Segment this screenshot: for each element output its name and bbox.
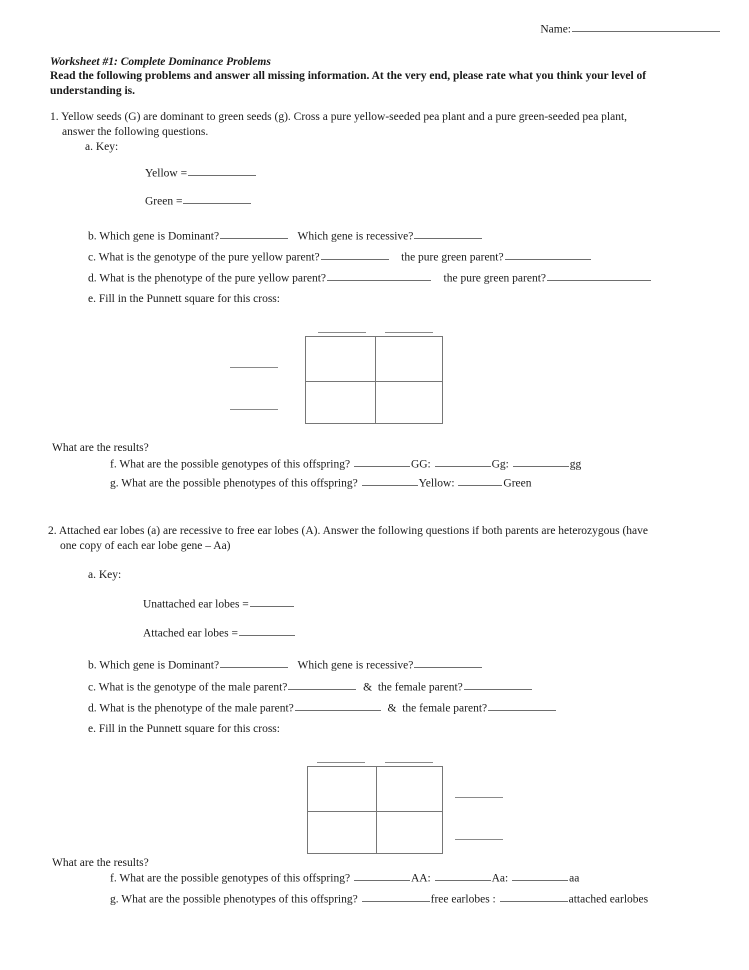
problem-1-result-g-label: g. What are the possible phenotypes of this offspring?	[110, 477, 358, 490]
problem-2-result-g-label: g. What are the possible phenotypes of this offspring?	[110, 893, 358, 906]
problem-1-question-d-part2: the pure green parent?	[443, 272, 547, 285]
problem-1-question-c-part1: c. What is the genotype of the pure yellow parent?	[88, 251, 320, 264]
problem-2-question-c	[88, 680, 533, 696]
name-field-row	[540, 22, 721, 38]
problem-2-question-d-amp: &	[387, 702, 397, 715]
problem-1-key-heading: a. Key:	[85, 141, 119, 153]
problem-2-question-c-part2: the female parent?	[377, 681, 463, 694]
problem-2-blank-g-free[interactable]	[362, 892, 430, 902]
problem-2-question-c-part1: c. What is the genotype of the male parent?	[88, 681, 288, 694]
problem-1-stem	[50, 110, 718, 141]
problem-2-result-f-item-2: Aa:	[491, 872, 509, 885]
problem-1-results-heading: What are the results?	[52, 442, 149, 454]
problem-2-question-d-part1: d. What is the phenotype of the male parent?	[88, 702, 294, 715]
problem-1-punnett-side-label-1[interactable]	[230, 367, 278, 368]
problem-2-punnett-side-label-1[interactable]	[455, 797, 503, 798]
problem-2-key-blank-attached[interactable]	[239, 626, 295, 636]
problem-1-question-c-part2: the pure green parent?	[401, 251, 504, 264]
problem-1-stem-line2: answer the following questions.	[62, 126, 209, 139]
problem-2-blank-d-female[interactable]	[488, 701, 556, 711]
problem-2-result-g	[110, 892, 648, 908]
problem-2-blank-b-dominant[interactable]	[220, 658, 288, 668]
problem-2-key-item-attached	[143, 626, 296, 642]
problem-1-result-f-item-2: Gg:	[491, 458, 509, 471]
problem-1-blank-d-yellow[interactable]	[327, 271, 431, 281]
problem-1-key-label-green: Green =	[145, 195, 183, 208]
problem-2-question-d	[88, 701, 557, 717]
problem-2-blank-b-recessive[interactable]	[414, 658, 482, 668]
worksheet-instructions: Read the following problems and answer all missing information. At the very end, please rate what you think your level of understanding is.	[50, 70, 647, 98]
problem-1-punnett-grid[interactable]	[305, 336, 443, 424]
problem-2-results-heading: What are the results?	[52, 857, 149, 869]
problem-2-key-blank-unattached[interactable]	[250, 597, 294, 607]
problem-2-question-d-part2: the female parent?	[402, 702, 488, 715]
problem-2-punnett-grid[interactable]	[307, 766, 443, 854]
problem-1-blank-f-GG[interactable]	[354, 457, 410, 467]
problem-1-stem-line1: Yellow seeds (G) are dominant to green seeds (g). Cross a pure yellow-seeded pea plant and a pure green-seeded pea plant,	[61, 111, 628, 123]
problem-2-question-c-amp: &	[363, 681, 373, 694]
problem-1-key-blank-yellow[interactable]	[188, 166, 256, 176]
problem-1-question-e: e. Fill in the Punnett square for this cross:	[88, 293, 280, 305]
problem-2-punnett-top-label-1[interactable]	[317, 762, 365, 763]
problem-2-result-f-label: f. What are the possible genotypes of this offspring?	[110, 872, 351, 885]
punnett-divider-vertical	[375, 337, 376, 423]
problem-2-question-b-part2: Which gene is recessive?	[297, 659, 414, 672]
problem-1-blank-f-gg[interactable]	[513, 457, 569, 467]
problem-2-key-label-unattached: Unattached ear lobes =	[143, 598, 249, 611]
punnett-divider-vertical	[376, 767, 377, 853]
problem-2-result-f	[110, 871, 579, 887]
problem-1-key-item-yellow	[145, 166, 257, 182]
punnett-divider-horizontal	[308, 811, 442, 812]
problem-2-question-b-part1: b. Which gene is Dominant?	[88, 659, 220, 672]
problem-2-number: 2.	[48, 525, 57, 537]
problem-2-blank-c-male[interactable]	[288, 680, 356, 690]
problem-1-question-b-part1: b. Which gene is Dominant?	[88, 230, 220, 243]
problem-2-stem-line1: Attached ear lobes (a) are recessive to free ear lobes (A). Answer the following questions if both parents are heterozygous (have	[58, 525, 649, 537]
problem-2-key-heading: a. Key:	[88, 569, 122, 581]
problem-2-key-item-unattached	[143, 597, 295, 613]
problem-2-stem	[48, 524, 716, 555]
problem-1-result-g-item-1: Yellow:	[418, 477, 455, 490]
problem-1-question-c	[88, 250, 592, 266]
problem-1-key-label-yellow: Yellow =	[145, 167, 188, 180]
problem-1-result-f-item-3: gg	[569, 458, 582, 471]
problem-1-key-item-green	[145, 194, 252, 210]
problem-1-result-g	[110, 476, 531, 492]
problem-2-blank-c-female[interactable]	[464, 680, 532, 690]
problem-2-result-g-item-2: attached earlobes	[568, 893, 649, 906]
problem-1-punnett-top-label-1[interactable]	[318, 332, 366, 333]
problem-1-blank-c-yellow[interactable]	[321, 250, 389, 260]
problem-2-question-e: e. Fill in the Punnett square for this cross:	[88, 723, 280, 735]
problem-1-punnett-side-label-2[interactable]	[230, 409, 278, 410]
problem-1-blank-g-yellow[interactable]	[362, 476, 418, 486]
name-label: Name:	[540, 23, 571, 36]
problem-1-question-d-part1: d. What is the phenotype of the pure yellow parent?	[88, 272, 327, 285]
problem-1-result-f-label: f. What are the possible genotypes of this offspring?	[110, 458, 351, 471]
problem-1-number: 1.	[50, 111, 59, 123]
name-input-blank[interactable]	[572, 22, 720, 32]
problem-1-punnett-square	[225, 315, 485, 430]
problem-1-result-f	[110, 457, 581, 473]
problem-1-blank-b-dominant[interactable]	[220, 229, 288, 239]
problem-1-blank-f-Gg[interactable]	[435, 457, 491, 467]
problem-2-punnett-side-label-2[interactable]	[455, 839, 503, 840]
problem-2-result-f-item-3: aa	[569, 872, 580, 885]
problem-1-blank-g-green[interactable]	[458, 476, 502, 486]
problem-2-stem-line2: one copy of each ear lobe gene – Aa)	[60, 540, 231, 553]
worksheet-title: Worksheet #1: Complete Dominance Problems	[50, 56, 271, 68]
problem-1-blank-d-green[interactable]	[547, 271, 651, 281]
problem-1-blank-b-recessive[interactable]	[414, 229, 482, 239]
problem-1-blank-c-green[interactable]	[505, 250, 591, 260]
problem-1-question-b	[88, 229, 483, 245]
problem-2-question-b	[88, 658, 483, 674]
problem-2-blank-f-Aa[interactable]	[435, 871, 491, 881]
punnett-divider-horizontal	[306, 381, 442, 382]
problem-1-key-blank-green[interactable]	[183, 194, 251, 204]
problem-2-punnett-top-label-2[interactable]	[385, 762, 433, 763]
problem-2-blank-f-AA[interactable]	[354, 871, 410, 881]
problem-2-result-f-item-1: AA:	[410, 872, 431, 885]
problem-1-question-d	[88, 271, 652, 287]
problem-2-punnett-square	[295, 745, 555, 860]
problem-2-key-label-attached: Attached ear lobes =	[143, 627, 238, 640]
problem-2-blank-g-attached[interactable]	[500, 892, 568, 902]
problem-1-question-b-part2: Which gene is recessive?	[297, 230, 414, 243]
problem-1-result-g-item-2: Green	[503, 477, 532, 490]
problem-2-blank-f-aa[interactable]	[512, 871, 568, 881]
problem-1-result-f-item-1: GG:	[410, 458, 431, 471]
problem-2-blank-d-male[interactable]	[295, 701, 381, 711]
problem-1-punnett-top-label-2[interactable]	[385, 332, 433, 333]
problem-2-result-g-item-1: free earlobes :	[430, 893, 496, 906]
